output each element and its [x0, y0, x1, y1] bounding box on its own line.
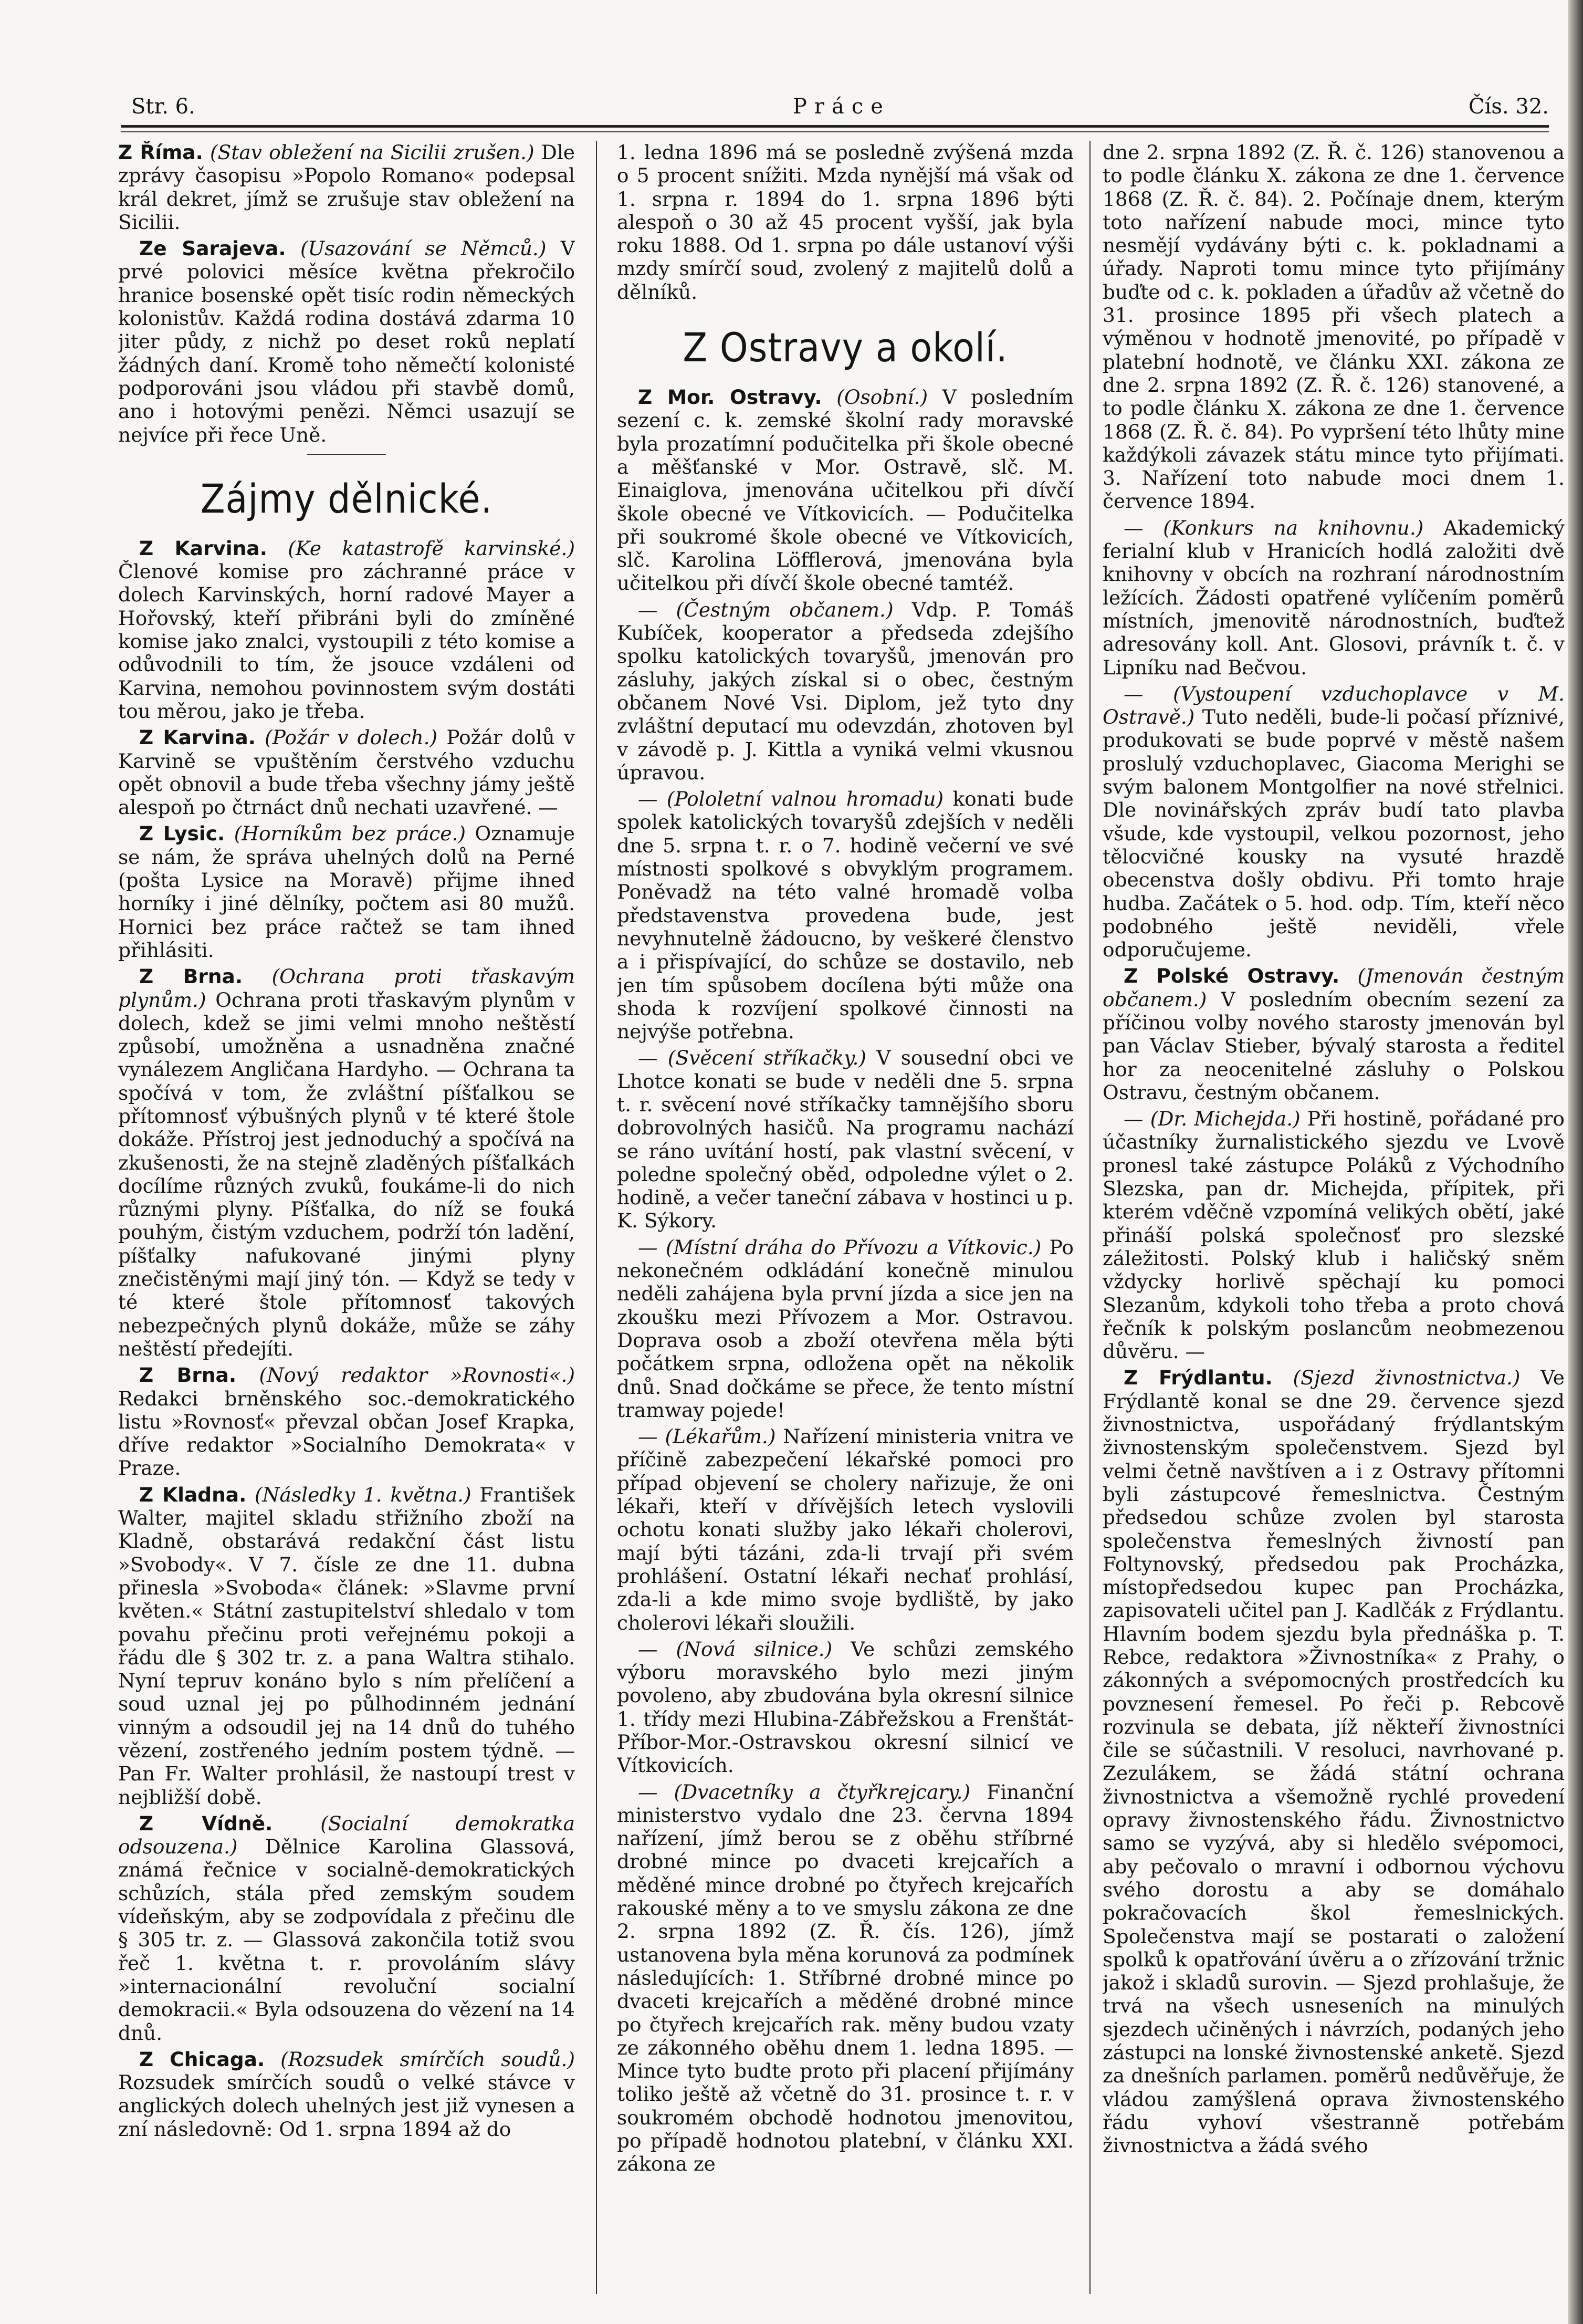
article-place: Z Karvina.: [139, 726, 256, 749]
article-text: František Walter, majitel skladu střižního zboží na Kladně, obstarává redakční část listu »Svobody«. V 7. čísle ze dne 11. dubna přinesla »Svoboda« článek: »Slavme první květen.« Státní zastupitelství shledalo v tom povahu přečinu proti veřejnému pokoji a řádu dle § 302 tr. z. a pana Waltra stihalo. Nyní tepruv konáno bylo s ním přelíčení a soud uznal jej po půlhodinném jednání vinným a odsoudil jej na 14 dnů do tuhého vězení, zostřeného jedním postem týdně. — Pan Fr. Walter prohlásil, že nastoupí trest v nejbližší době.: [118, 1483, 575, 1809]
article-vienna: [118, 1812, 575, 2045]
article-text: Ochrana proti třaskavým plynům v dolech, kdež se jimi velmi mnoho neštěstí způsobí, umožněna a usnadněna značné vynálezem Angličana Hardyho. — Ochrana ta spočívá v tom, že zvláštní píšťalkou se přítomnosť výbušných plynů v té které štole dokáže. Přístroj jest jednoduchý a spočívá na zkušenosti, že na stejně zladěných píšťalkách docílíme různých zvuků, foukáme-li do nich různými plyny. Píšťalka, do níž se fouká pouhým, čistým vzduchem, podrží tón ladění, píšťalky nafukované jinými plyny znečistěnými mají jiný tón. — Když se tedy v té které štole přítomnosť takových nebezpečných plynů dokáže, může se záhy neštěstí předejíti.: [118, 988, 575, 1360]
article-topic: — (Dvacetníky a čtyřkrejcary.): [638, 1780, 971, 1804]
article-mor-ostrava: [617, 385, 1074, 595]
article-topic: (Nový redaktor »Rovnosti«.): [259, 1363, 575, 1387]
article-place: Z Brna.: [139, 965, 243, 988]
article-text: 1. ledna 1896 má se posledně zvýšená mzda o 5 procent snížiti. Mzda nynější má však od 1. srpna r. 1894 do 1. srpna 1896 býti alespoň o 30 až 45 procent vyšší, jak byla roku 1888. Od 1. srpna po dále ustanoví výši mzdy smírčí soud, zvolený z majitelů dolů a dělníků.: [617, 141, 1074, 304]
article-place: Z Kladna.: [139, 1483, 247, 1506]
article-text: Oznamuje se nám, že správa uhelných dolů na Perné (pošta Lysice na Moravě) přijme ihned horníky i jiné dělníky, počtem asi 80 mužů. Hornici bez práce račtež se tam ihned přihlásiti.: [118, 822, 575, 962]
article-text: V sousední obci ve Lhotce konati se bude v neděli dne 5. srpna t. r. svěcení nové stříkačky tamnějšího sboru dobrovolných hasičů. Na programu nachází se ráno uvítání hostí, pak vlastní svěcení, v poledne společný oběd, odpoledne výlet o 2. hodině, a večer taneční zábava v hostinci u p. K. Sýkory.: [617, 1046, 1074, 1233]
article-text: Členové komise pro záchranné práce v dolech Karvinských, horní radové Mayer a Hořovský, kteří přibráni byli do zmíněné komise jako znalci, vystoupili z této komise a odůvodnili to tím, že jsouce vzdáleni od Karvina, nemohou povinnostem svým dostáti tou měrou, jako je třeba.: [118, 560, 575, 723]
article-coins: [617, 1780, 1074, 2176]
article-topic: — (Dr. Michejda.): [1124, 1107, 1301, 1131]
article-topic: (Socialní demokratka odsouzena.): [118, 1811, 575, 1859]
article-place: Z Frýdlantu.: [1124, 1366, 1273, 1390]
column-2: [617, 141, 1074, 2305]
article-topic: (Horníkům bez práce.): [234, 822, 466, 846]
article-honorary-citizen: [617, 598, 1074, 784]
issue-number: Čís. 32.: [1469, 95, 1549, 119]
article-text: Rozsudek smírčích soudů o velké stávce v anglických dolech uhelných jest již vynesen a zní následovně: Od 1. srpna 1894 až do: [118, 2071, 575, 2141]
article-topic: — (Pololetní valnou hromadu): [638, 787, 944, 811]
article-text: Ve schůzi zemského výboru moravského bylo mezi jiným povoleno, aby zbudována byla okresní silnice 1. třídy mezi Hlubina-Zábřežskou a Frenštát-Příbor-Mor.-Ostravskou okresní silnicí ve Vítkovicích.: [617, 1637, 1074, 1777]
article-chicago: [118, 2048, 575, 2141]
article-topic: — (Vystoupení vzduchoplavce v M. Ostravě.): [1103, 682, 1565, 729]
article-topic: (Rozsudek smírčích soudů.): [280, 2047, 575, 2071]
column-divider: [1089, 141, 1091, 2294]
article-place: Z Vídně.: [139, 1811, 273, 1835]
article-topic: (Jmenován čestným občanem.): [1103, 964, 1565, 1011]
article-topic: (Ochrana proti třaskavým plynům.): [118, 965, 575, 1012]
article-text: V posledním sezení c. k. zemské školní rady moravské byla prozatímní podučitelka při škole obecné a měšťanské v Mor. Ostravě, slč. M. Einaiglova, jmenována učitelkou při dívčí škole obecné ve Vítkovicích. — Podučitelka při soukromé škole obecné ve Vítkovicích, slč. Karolina Löfflerová, jmenována byla učitelkou při dívčí škole obecné tamtéž.: [617, 385, 1074, 595]
column-divider: [596, 141, 597, 2294]
article-topic: (Stav obležení na Sicilii zrušen.): [210, 141, 534, 164]
article-text: Požár dolů v Karvině se vpuštěním čerstvého vzduchu opět obnovil a bude třeba všechny jámy ještě alespoň po čtrnáct dnů nechati uzavřené. —: [118, 726, 575, 819]
article-place: Ze Sarajeva.: [139, 237, 286, 260]
article-text: Po nekonečném odkládání konečně minulou neděli zahájena byla první jízda a sice jen na zkoušku mezi Přívozem a Mor. Ostravou. Doprava osob a zboží otevřena měla býti počátkem srpna, odložena opět na několik dnů. Snad dočkáme se přece, že tento místní tramway pojede!: [617, 1235, 1074, 1422]
article-lysice: [118, 822, 575, 962]
article-topic: (Ke katastrofě karvinské.): [288, 536, 575, 560]
section-heading-worker-interests: Zájmy dělnické.: [200, 475, 493, 522]
article-text: Při hostině, pořádané pro účastníky žurnalistického sjezdu ve Lvově pronesl také zástupce Poláků z Východního Slezska, pan dr. Michejda, přípitek, při kterém vděčně vzpomíná velikých obětí, jaké přináší polská společnosť pro slezské záležitosti. Polský klub i haličský sněm vždycky horlivě spěchají ku pomoci Slezanům, kdykoli toho třeba a proto chová řečník k polským poslancům neobmezenou důvěru. —: [1103, 1107, 1565, 1363]
article-text: Finanční ministerstvo vydalo dne 23. června 1894 nařízení, jímž berou se z oběhu stříbrné drobné mince po dvaceti krejcařích a měděné mince drobné po čtyřech krejcařích rakouské měny a to ve smyslu zákona ze dne 2. srpna 1892 (Z. Ř. čís. 126), jímž ustanovena byla měna korunová za podmínek následujících: 1. Stříbrné drobné mince po dvaceti krejcařích a měděné drobné mince po čtyřech krejcařích rak. měny budou vzaty ze zákonného oběhu dnem 1. ledna 1895. — Mince tyto budte proto při placení přijímány toliko ještě až včetně do 31. prosince t. r. v soukromém obchodě hodnotou jmenovitou, po případě hodnotou platební, v článku XXI. zákona ze: [617, 1780, 1074, 2176]
article-frydlant: [1103, 1366, 1565, 2157]
article-place: Z Karvina.: [139, 536, 267, 560]
article-topic: — (Čestným občanem.): [638, 598, 894, 621]
article-text: Nařízení ministeria vnitra ve příčině zabezpečení lékařské pomoci pro případ objevení se cholery nařizuje, že oni lékaři, kteří v dřívějších letech vyslovili ochotu konati služby jako lékaři cholerovi, mají býti tázáni, zda-li trvají při svém prohlášení. Ostatní lékaři nechať prohlásí, zda-li a kde mimo svoje bydliště, by jako cholerovi lékaři sloužili.: [617, 1425, 1074, 1634]
article-brno-2: [118, 1363, 575, 1479]
article-topic: (Následky 1. května.): [255, 1483, 471, 1506]
article-balloonist: [1103, 682, 1565, 962]
article-text: Dle zprávy časopisu »Popolo Romano« podepsal král dekret, jímž se zrušuje stav obležení na Sicilii.: [118, 141, 575, 234]
article-text: Redakci brněnského soc.-demokratického listu »Rovnosť« převzal občan Josef Krapka, dříve redaktor »Socialního Demokrata« v Praze.: [118, 1387, 575, 1480]
page-header: [131, 95, 1549, 126]
article-general-meeting: [617, 787, 1074, 1043]
article-new-road: [617, 1638, 1074, 1777]
article-topic: — (Nová silnice.): [638, 1637, 833, 1661]
article-place: Z Chicaga.: [139, 2047, 265, 2071]
article-place: Z Říma.: [118, 141, 203, 164]
article-text: Tuto neděli, bude-li počasí příznivé, produkovati se bude poprvé v městě našem proslulý vzduchoplavec, Giacoma Merighi se svým balonem Montgolfier na nové střelnici. Dle novinářských zpráv budí tato plavba všude, kde vystoupil, velkou pozornost, jeho tělocvičné kousky na vysuté hrazdě obecenstva došly obdivu. Při tomto hraje hudba. Začátek o 5. hod. odp. Tím, kteří něco podobného ještě neviděli, vřele odporučujeme.: [1103, 705, 1565, 962]
article-text: dne 2. srpna 1892 (Z. Ř. č. 126) stanovenou a to podle článku X. zákona ze dne 1. července 1868 (Z. Ř. č. 84). 2. Počínaje dnem, kterým toto nařízení nabude moci, mince tyto nesmějí vydávány býti c. k. pokladnami a úřady. Naproti tomu mince tyto přijímány buďte od c. k. pokladen a úřadův až včetně do 31. prosince 1895 při všech platech a výměnou v hodnotě jmenovité, po případě v platební hodnotě, ve článku XXI. zákona ze dne 2. srpna 1892 (Z. Ř. č. 126) stanovené, a to podle článku X. zákona ze dne 1. července 1868 (Z. Ř. č. 84). Po vypršení této lhůty mine každýkoli závazek státu mince tyto přijímati. 3. Nařízení toto nabude moci dnem 1. července 1894.: [1103, 141, 1565, 513]
page-binding-edge: [1568, 0, 1583, 2324]
article-kladno: [118, 1483, 575, 1809]
article-topic: — (Místní dráha do Přívozu a Vítkovic.): [638, 1235, 1042, 1259]
header-rule: [121, 125, 1549, 128]
article-text: Ve Frýdlantě konal se dne 29. července sjezd živnostnictva, uspořádaný frýdlantským živnostenským společenstvem. Sjezd byl velmi četně navštíven a i z Ostravy přítomni byli zástupcové řemeslnictva. Čestným předsedou schůze zvolen byl starosta společenstva řemeslných živností pan Foltynovský, předsedou pak Procházka, místopředsedou kupec pan Procházka, zapisovateli učitel pan J. Kadlčák z Frýdlantu. Hlavním bodem sjezdu byla přednáška p. T. Rebce, redaktora »Živnostníka« z Prahy, o zákonných a svépomocných prostředcích ku povznesení řemesel. Po řeči p. Rebcově rozvinula se debata, jíž někteří živnostníci čile se súčastnili. V resoluci, navrhované p. Zezulákem, se žádá státní ochrana živnostnictva a všemožně rychlé provedení opravy živnostenského řádu. Živnostnictvo samo se vyzývá, aby si hledělo svépomoci, aby pečovalo o mravní i odbornou výchovu svého dorostu a aby se domáhalo pokračovacích škol řemeslnických. Společenstva mají se postarati o založení spolků k opatřování úvěru a o zřízování tržnic jakož i skladů surovin. — Sjezd prohlašuje, že trvá na všech usneseních na minulých sjezdech učiněných i návrzích, podaných jeho zástupci na lonské živnostenské anketě. Sjezd za dnešních parlamen. poměrů nedůvěřuje, že vládou zamýšlená oprava živnostenského řádu vyhoví všestranně potřebám živnostnictva a žádá svého: [1103, 1366, 1565, 2158]
article-fire-engine: [617, 1046, 1074, 1232]
header-rule-thin: [121, 131, 1549, 132]
article-text: Akademický ferialní klub v Hranicích hodlá založiti dvě knihovny v obcích na rozhraní národnostním ležících. Žádosti opatřené vylíčením poměrů místních, jmenovitě národnostních, buďtež adresovány koll. Ant. Glosovi, právník t. č. v Lipníku nad Bečvou.: [1103, 516, 1565, 679]
article-place: Z Polské Ostravy.: [1124, 964, 1340, 988]
page-number: Str. 6.: [131, 95, 195, 119]
separator-rule: [307, 454, 386, 455]
article-coins-continued: [1103, 141, 1565, 513]
article-michejda: [1103, 1107, 1565, 1363]
article-karvina-2: [118, 726, 575, 819]
article-text: konati bude spolek katolických tovaryšů zdejších v neděli dne 5. srpna t. r. o 7. hodině večerní ve své místnosti spolkové s obvyklým programem. Poněvadž na této valné hromadě volba představenstva provedena bude, jest nevyhnutelně žádoucno, by veškeré členstvo a i přispívající, do schůze se dostavilo, neb jen tím spůsobem docílena býti může ona shoda k rozvíjení spolkové činnosti na nejvýše potřebna.: [617, 787, 1074, 1044]
article-text: Dělnice Karolina Glassová, známá řečnice v socialně-demokratických schůzích, stála před zemským soudem vídeňským, aby se zodpovídala z přečinu dle § 305 tr. z. — Glassová zakončila totiž svou řeč 1. května t. r. provoláním slávy »internacionální revoluční socialní demokracii.« Byla odsouzena do vězení na 14 dnů.: [118, 1835, 575, 2045]
article-text: Vdp. P. Tomáš Kubíček, kooperator a předseda zdejšího spolku katolických tovaryšů, jmenován pro zásluhy, jakých získal si o obec, čestným občanem Nové Vsi. Diplom, jež tyto dny zvláštní deputací mu odevzdán, zhotoven byl v závodě p. J. Kittla a vyniká velmi vkusnou úpravou.: [617, 598, 1074, 784]
article-doctors: [617, 1425, 1074, 1634]
article-topic: — (Konkurs na knihovnu.): [1124, 516, 1424, 539]
article-place: Z Mor. Ostravy.: [638, 385, 822, 409]
article-topic: (Usazování se Němců.): [300, 237, 547, 260]
article-text: V posledním obecním sezení za příčinou volby nového starosty jmenován byl pan Václav Stieber, bývalý starosta a ředitel hor za neocenitelné zásluhy o Polskou Ostravu, čestným občanem.: [1103, 987, 1565, 1104]
newspaper-title: Práce: [793, 95, 890, 119]
article-brno-1: [118, 965, 575, 1360]
article-topic: — (Lékařům.): [638, 1425, 776, 1448]
article-local-railway: [617, 1236, 1074, 1422]
section-heading-ostrava: Z Ostravy a okolí.: [683, 324, 1008, 371]
article-place: Z Brna.: [139, 1363, 237, 1387]
article-topic: — (Svěcení stříkačky.): [638, 1046, 867, 1070]
article-topic: (Osobní.): [836, 385, 928, 409]
article-topic: (Sjezd živnostnictva.): [1293, 1366, 1521, 1390]
article-topic: (Požár v dolech.): [265, 726, 438, 749]
article-chicago-continued: [617, 141, 1074, 304]
column-3: [1103, 141, 1565, 2305]
article-text: V prvé polovici měsíce května překročilo hranice bosenské opět tisíc rodin německých kolonistův. Každá rodina dostává zdarma 10 jiter půdy, z nichž po deset roků neplatí žádných daní. Kromě toho němečtí kolonisté podporováni jsou vládou při stavbě domů, ano i hotovými penězi. Němci usazují se nejvíce při řece Uně.: [118, 237, 575, 446]
article-polska-ostrava: [1103, 964, 1565, 1104]
column-1: [118, 141, 575, 2305]
article-sarajevo: [118, 237, 575, 446]
article-rome: [118, 141, 575, 234]
article-library-contest: [1103, 516, 1565, 679]
article-place: Z Lysic.: [139, 822, 225, 846]
article-karvina-1: [118, 537, 575, 723]
